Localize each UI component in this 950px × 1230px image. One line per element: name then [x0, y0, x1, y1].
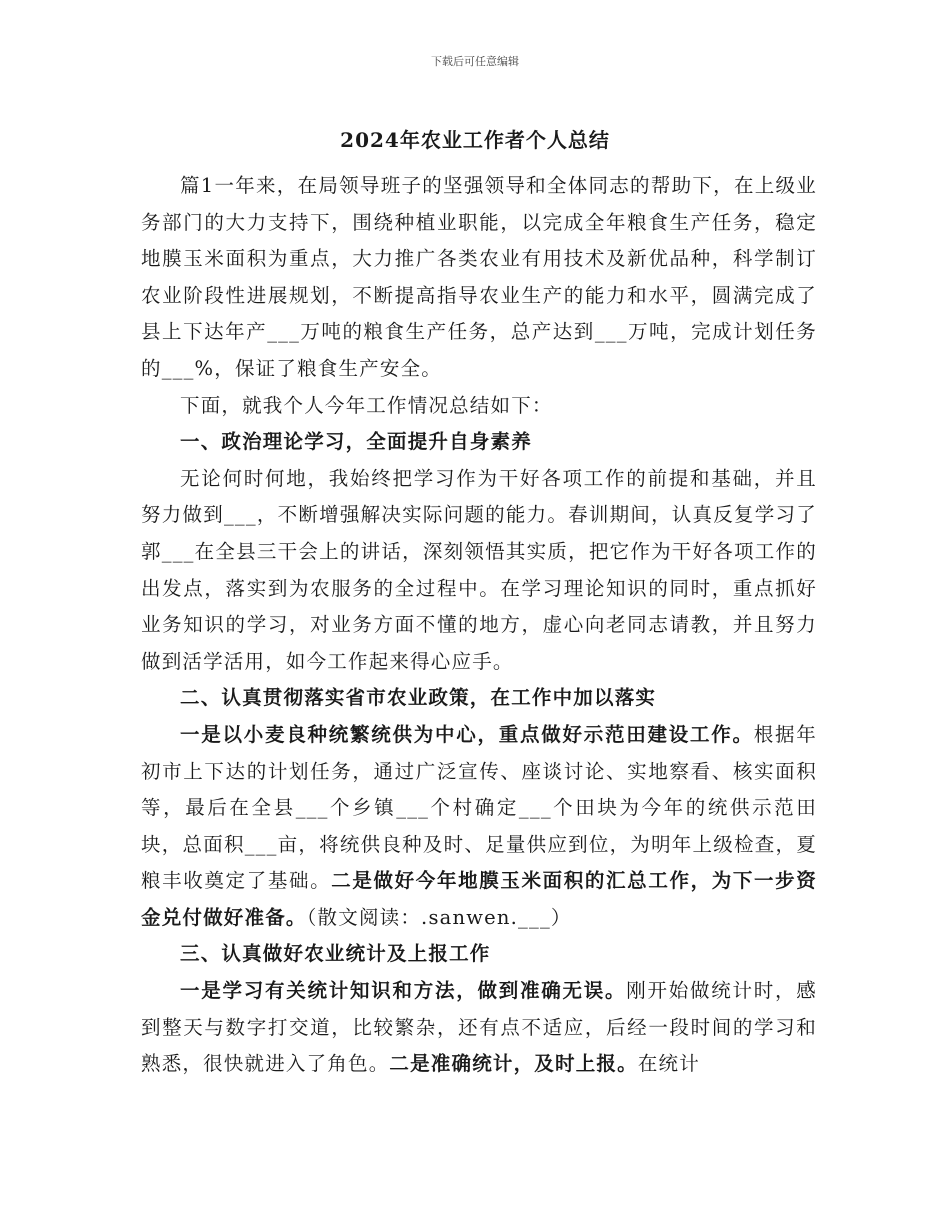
stats-point-2-bold: 二是准确统计，及时上报。 — [389, 1052, 638, 1076]
section-heading-1: 一、政治理论学习，全面提升自身素养 — [180, 430, 532, 454]
paragraph-summary-lead: 下面，就我个人今年工作情况总结如下： — [180, 393, 553, 417]
document-title: 2024年农业工作者个人总结 — [340, 128, 610, 152]
section-heading-3: 三、认真做好农业统计及上报工作 — [180, 942, 491, 966]
section-heading-2: 二、认真贯彻落实省市农业政策，在工作中加以落实 — [180, 686, 657, 710]
paragraph-intro: 篇1一年来，在局领导班子的坚强领导和全体同志的帮助下，在上级业务部门的大力支持下，围绕种植业职能，以完成全年粮食生产任务，稳定地膜玉米面积为重点，大力推广各类农业有用技术及新优品种，科学制订农业阶段性进展规划，不断提高指导农业生产的能力和水平，圆满完成了县上下达年产___万吨的粮食生产任务，总产达到___万吨，完成计划任务的___%，保证了粮食生产安全。 — [141, 174, 817, 380]
paragraph-policy — [141, 717, 817, 937]
stats-point-1-text: 刚开始做统计时，感到整天与数字打交道，比较繁杂，还有点不适应，后经一段时间的学习和熟悉，很快就进入了角色。 — [141, 979, 817, 1076]
document-body — [141, 168, 817, 1083]
policy-point-1-bold: 一是以小麦良种统繁统供为中心，重点做好示范田建设工作。 — [180, 722, 754, 746]
stats-point-2-text: 在统计 — [637, 1052, 700, 1076]
paragraph-statistics — [141, 973, 817, 1083]
policy-point-2-text: （散文阅读：.sanwen.___） — [306, 905, 572, 929]
header-note: 下载后可任意编辑 — [431, 55, 519, 68]
policy-point-2-bold: 二是做好今年地膜玉米面积的汇总工作，为下一步资金兑付做好准备。 — [141, 869, 817, 929]
paragraph-study: 无论何时何地，我始终把学习作为干好各项工作的前提和基础，并且努力做到___，不断增强解决实际问题的能力。春训期间，认真反复学习了郭___在全县三干会上的讲话，深刻领悟其实质，把它作为干好各项工作的出发点，落实到为农服务的全过程中。在学习理论知识的同时，重点抓好业务知识的学习，对业务方面不懂的地方，虚心向老同志请教，并且努力做到活学活用，如今工作起来得心应手。 — [141, 466, 817, 673]
stats-point-1-bold: 一是学习有关统计知识和方法，做到准确无误。 — [180, 979, 627, 1003]
policy-point-1-text: 根据年初市上下达的计划任务，通过广泛宣传、座谈讨论、实地察看、核实面积等，最后在全县___个乡镇___个村确定___个田块为今年的统供示范田块，总面积___亩，将统供良种及时、足量供应到位，为明年上级检查，夏粮丰收奠定了基础。 — [141, 722, 817, 893]
